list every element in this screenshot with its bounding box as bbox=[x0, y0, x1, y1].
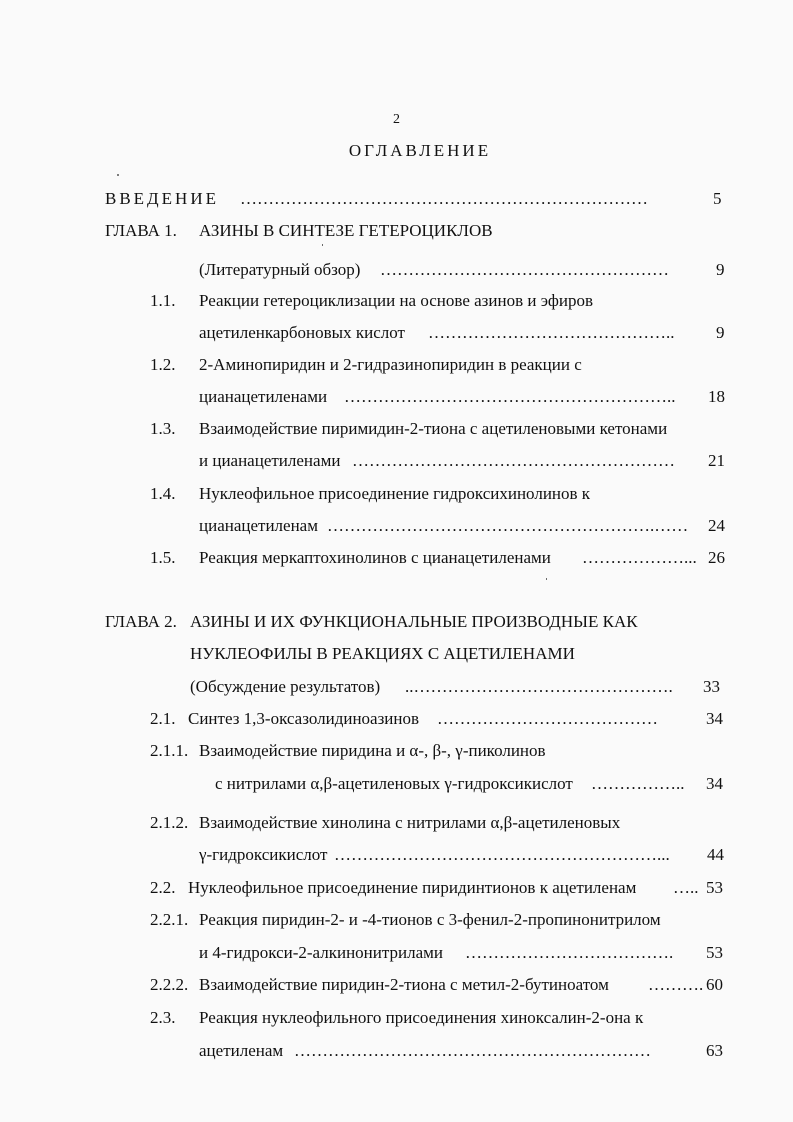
entry-title: Реакция пиридин-2- и -4-тионов с 3-фенил-2-пропинонитрилом bbox=[199, 910, 661, 929]
entry-page: 63 bbox=[706, 1041, 723, 1060]
toc-entry-intro bbox=[0, 187, 793, 211]
chapter-title-cont: НУКЛЕОФИЛЫ В РЕАКЦИЯХ С АЦЕТИЛЕНАМИ bbox=[190, 644, 575, 663]
entry-page: 21 bbox=[708, 451, 725, 470]
entry-title-cont: с нитрилами α,β-ацетиленовых γ-гидроксикислот bbox=[215, 774, 573, 793]
scan-speck bbox=[322, 244, 323, 246]
chapter-title: АЗИНЫ В СИНТЕЗЕ ГЕТЕРОЦИКЛОВ bbox=[199, 221, 493, 240]
leader-dots: ………………... bbox=[582, 548, 697, 567]
entry-title-cont: цианацетиленами bbox=[199, 387, 328, 406]
entry-title: Взаимодействие пиримидин-2-тиона с ацетиленовыми кетонами bbox=[199, 419, 668, 438]
toc-entry-2-1-2 bbox=[0, 811, 793, 835]
entry-number: 1.1. bbox=[150, 291, 176, 310]
leader-dots: …………………………………………………... bbox=[334, 845, 670, 864]
entry-page: 9 bbox=[716, 260, 725, 279]
entry-page: 5 bbox=[713, 189, 722, 208]
toc-chapter-2-cont bbox=[0, 642, 793, 666]
chapter-label: ГЛАВА 2. bbox=[105, 612, 177, 631]
leader-dots: …………………………………….. bbox=[428, 323, 675, 342]
entry-page: 9 bbox=[716, 323, 725, 342]
toc-entry-2-1-1-cont bbox=[0, 772, 793, 796]
entry-page: 34 bbox=[706, 709, 723, 728]
leader-dots: ………………………………………………….…… bbox=[327, 516, 689, 535]
entry-number: 2.2.2. bbox=[150, 975, 189, 994]
chapter-subtitle: (Литературный обзор) bbox=[199, 260, 361, 279]
scan-speck bbox=[117, 174, 119, 176]
entry-title-cont: ацетиленкарбоновых кислот bbox=[199, 323, 405, 342]
leader-dots: …………………………………………… bbox=[380, 260, 669, 279]
entry-number: 1.2. bbox=[150, 355, 176, 374]
entry-title: Реакция нуклеофильного присоединения хиноксалин-2-она к bbox=[199, 1008, 644, 1027]
page-number: 2 bbox=[393, 112, 400, 127]
entry-title: Взаимодействие хинолина с нитрилами α,β-ацетиленовых bbox=[199, 813, 621, 832]
entry-page: 26 bbox=[708, 548, 725, 567]
entry-page: 24 bbox=[708, 516, 725, 535]
leader-dots: ……………………………………………………… bbox=[294, 1041, 651, 1060]
entry-number: 2.1. bbox=[150, 709, 176, 728]
leader-dots: ………. bbox=[648, 975, 704, 994]
entry-number: 1.3. bbox=[150, 419, 176, 438]
entry-title: Нуклеофильное присоединение гидроксихинолинов к bbox=[199, 484, 591, 503]
entry-title: 2-Аминопиридин и 2-гидразинопиридин в реакции с bbox=[199, 355, 582, 374]
entry-number: 2.1.1. bbox=[150, 741, 189, 760]
entry-title-cont: и 4-гидрокси-2-алкинонитрилами bbox=[199, 943, 443, 962]
toc-entry-2-1 bbox=[0, 707, 793, 731]
entry-page: 44 bbox=[707, 845, 724, 864]
entry-title: Реакции гетероциклизации на основе азинов и эфиров bbox=[199, 291, 594, 310]
chapter-title: АЗИНЫ И ИХ ФУНКЦИОНАЛЬНЫЕ ПРОИЗВОДНЫЕ КАК bbox=[190, 612, 638, 631]
chapter-label: ГЛАВА 1. bbox=[105, 221, 177, 240]
toc-entry-2-1-1 bbox=[0, 739, 793, 763]
toc-entry-1-3-cont bbox=[0, 449, 793, 473]
entry-title-cont: γ-гидроксикислот bbox=[199, 845, 328, 864]
entry-number: 2.1.2. bbox=[150, 813, 189, 832]
leader-dots: ……………………………………………………………… bbox=[240, 189, 648, 208]
entry-number: 1.4. bbox=[150, 484, 176, 503]
toc-chapter-2 bbox=[0, 610, 793, 634]
entry-number: 2.2. bbox=[150, 878, 176, 897]
entry-title: Реакция меркаптохинолинов с цианацетиленами bbox=[199, 548, 551, 567]
toc-entry-2-2 bbox=[0, 876, 793, 900]
leader-dots: ………………………………. bbox=[465, 943, 674, 962]
scan-speck bbox=[546, 578, 547, 580]
entry-title: Взаимодействие пиридин-2-тиона с метил-2-бутиноатом bbox=[199, 975, 609, 994]
toc-chapter-1 bbox=[0, 219, 793, 243]
page-title: ОГЛАВЛЕНИЕ bbox=[348, 141, 492, 160]
leader-dots: ………………………………………………… bbox=[352, 451, 675, 470]
toc-entry-2-2-2 bbox=[0, 973, 793, 997]
leader-dots: ….. bbox=[673, 878, 699, 897]
entry-title: Синтез 1,3-оксазолидиноазинов bbox=[188, 709, 420, 728]
leader-dots: …………….. bbox=[591, 774, 685, 793]
toc-entry-2-2-1 bbox=[0, 908, 793, 932]
chapter-subtitle: (Обсуждение результатов) bbox=[190, 677, 381, 696]
toc-entry-1-3 bbox=[0, 417, 793, 441]
toc-chapter-1-sub bbox=[0, 258, 793, 282]
entry-title: ВВЕДЕНИЕ bbox=[105, 189, 219, 208]
toc-entry-2-3-cont bbox=[0, 1039, 793, 1063]
entry-page: 60 bbox=[706, 975, 723, 994]
toc-entry-2-3 bbox=[0, 1006, 793, 1030]
toc-entry-1-5 bbox=[0, 546, 793, 570]
toc-entry-1-4-cont bbox=[0, 514, 793, 538]
entry-page: 53 bbox=[706, 943, 723, 962]
entry-page: 34 bbox=[706, 774, 723, 793]
toc-entry-2-1-2-cont bbox=[0, 843, 793, 867]
toc-chapter-2-sub bbox=[0, 675, 793, 699]
entry-title-cont: ацетиленам bbox=[199, 1041, 284, 1060]
entry-page: 53 bbox=[706, 878, 723, 897]
toc-entry-1-2 bbox=[0, 353, 793, 377]
entry-number: 2.2.1. bbox=[150, 910, 189, 929]
entry-title: Взаимодействие пиридина и α-, β-, γ-пиколинов bbox=[199, 741, 546, 760]
toc-entry-1-1 bbox=[0, 289, 793, 313]
entry-title: Нуклеофильное присоединение пиридинтионов к ацетиленам bbox=[188, 878, 637, 897]
entry-title-cont: цианацетиленам bbox=[199, 516, 318, 535]
leader-dots: ………………………………… bbox=[437, 709, 658, 728]
entry-title-cont: и цианацетиленами bbox=[199, 451, 341, 470]
entry-number: 1.5. bbox=[150, 548, 176, 567]
entry-page: 33 bbox=[703, 677, 720, 696]
entry-number: 2.3. bbox=[150, 1008, 176, 1027]
leader-dots: ………………………………………………….. bbox=[344, 387, 676, 406]
toc-entry-2-2-1-cont bbox=[0, 941, 793, 965]
toc-entry-1-2-cont bbox=[0, 385, 793, 409]
leader-dots: ..………………………………………. bbox=[405, 677, 673, 696]
toc-entry-1-1-cont bbox=[0, 321, 793, 345]
toc-entry-1-4 bbox=[0, 482, 793, 506]
entry-page: 18 bbox=[708, 387, 725, 406]
